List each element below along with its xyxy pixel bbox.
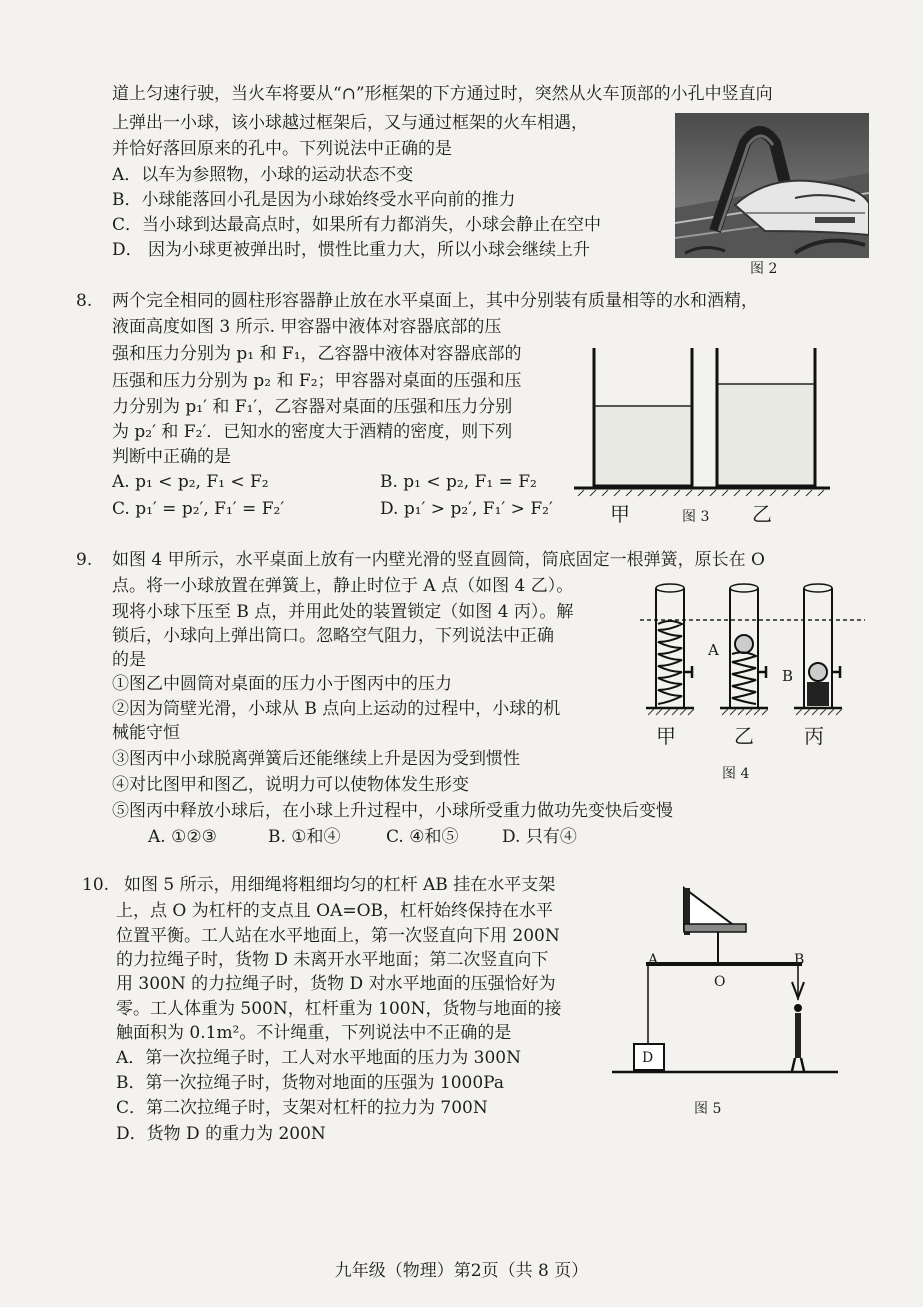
q9-line-3: 现将小球下压至 B 点，并用此处的装置锁定（如图 4 丙）。解: [112, 602, 574, 622]
q7-line-2: 上弹出一小球，该小球越过框架后，又与通过框架的火车相遇，: [112, 113, 588, 133]
q9-statement-2-cont: 械能守恒: [112, 723, 180, 743]
figure-2-train-photo: [675, 113, 869, 258]
q10-line-1: 如图 5 所示，用细绳将粗细均匀的杠杆 AB 挂在水平支架: [124, 875, 556, 895]
q9-option-b: B. ①和④: [268, 827, 341, 847]
q8-line-5: 力分别为 p₁′ 和 F₁′，乙容器对桌面的压强和压力分别: [112, 397, 513, 417]
figure-2-caption: 图 2: [750, 261, 778, 277]
q9-statement-2: ②因为筒壁光滑，小球从 B 点向上运动的过程中，小球的机: [112, 699, 561, 719]
q8-line-4: 压强和压力分别为 p₂ 和 F₂；甲容器对桌面的压强和压: [112, 371, 522, 391]
q8-option-b: B. p₁ < p₂, F₁ = F₂: [380, 472, 537, 492]
q9-line-4: 锁后，小球向上弹出筒口。忽略空气阻力，下列说法中正确: [112, 626, 554, 646]
q7-line-1: 道上匀速行驶，当火车将要从“∩”形框架的下方通过时，突然从火车顶部的小孔中竖直向: [112, 84, 773, 104]
q9-number: 9.: [76, 550, 93, 570]
q7-option-a: A．以车为参照物，小球的运动状态不变: [112, 165, 414, 185]
q9-option-c: C. ④和⑤: [386, 827, 459, 847]
q8-number: 8.: [76, 291, 93, 311]
q10-number: 10.: [82, 875, 110, 895]
q9-statement-5: ⑤图丙中释放小球后，在小球上升过程中，小球所受重力做功先变快后变慢: [112, 801, 673, 821]
q9-line-1: 如图 4 甲所示，水平桌面上放有一内壁光滑的竖直圆筒，筒底固定一根弹簧，原长在 O: [112, 550, 765, 570]
page-footer: 九年级（物理）第2页（共 8 页）: [334, 1261, 589, 1281]
figure-4-label-yi: 乙: [734, 724, 754, 748]
q8-option-c: C. p₁′ = p₂′, F₁′ = F₂′: [112, 499, 285, 519]
figure-5-label-a: A: [648, 952, 659, 968]
figure-3-containers: [572, 338, 834, 500]
q10-line-7: 触面积为 0.1m²。不计绳重，下列说法中不正确的是: [116, 1023, 512, 1043]
q7-line-3: 并恰好落回原来的孔中。下列说法中正确的是: [112, 139, 452, 159]
q8-line-6: 为 p₂′ 和 F₂′．已知水的密度大于酒精的密度，则下列: [112, 422, 513, 442]
q7-option-b: B．小球能落回小孔是因为小球始终受水平向前的推力: [112, 190, 516, 210]
figure-3-label-yi: 乙: [752, 502, 772, 526]
figure-3-label-jia: 甲: [610, 502, 630, 526]
figure-4-label-bing: 丙: [804, 724, 824, 748]
q9-line-2: 点。将一小球放置在弹簧上，静止时位于 A 点（如图 4 乙）。: [112, 576, 574, 596]
figure-5-label-b: B: [794, 952, 805, 968]
q10-option-b: B．第一次拉绳子时，货物对地面的压强为 1000Pa: [116, 1073, 504, 1093]
figure-4-label-jia: 甲: [656, 724, 676, 748]
q10-line-2: 上，点 O 为杠杆的支点且 OA=OB，杠杆始终保持在水平: [116, 901, 554, 921]
q7-option-d: D． 因为小球更被弹出时，惯性比重力大，所以小球会继续上升: [112, 240, 591, 260]
figure-4-caption: 图 4: [722, 766, 750, 782]
q9-statement-1: ①图乙中圆筒对桌面的压力小于图丙中的压力: [112, 674, 452, 694]
q8-option-d: D. p₁′ > p₂′, F₁′ > F₂′: [380, 499, 553, 519]
q8-line-7: 判断中正确的是: [112, 447, 231, 467]
figure-5-caption: 图 5: [694, 1101, 722, 1117]
q10-line-3: 位置平衡。工人站在水平地面上，第一次竖直向下用 200N: [116, 926, 560, 946]
q8-line-3: 强和压力分别为 p₁ 和 F₁，乙容器中液体对容器底部的: [112, 344, 522, 364]
q8-line-1: 两个完全相同的圆柱形容器静止放在水平桌面上，其中分别装有质量相等的水和酒精，: [112, 291, 758, 311]
q9-option-a: A. ①②③: [148, 827, 217, 847]
q9-option-d: D. 只有④: [502, 827, 577, 847]
q8-option-a: A. p₁ < p₂, F₁ < F₂: [112, 472, 269, 492]
figure-5-label-o: O: [714, 974, 726, 990]
figure-4-label-b: B: [782, 667, 794, 685]
figure-5-label-d: D: [642, 1050, 654, 1066]
q9-statement-3: ③图丙中小球脱离弹簧后还能继续上升是因为受到惯性: [112, 749, 520, 769]
q9-line-5: 的是: [112, 650, 146, 670]
q10-option-a: A．第一次拉绳子时，工人对水平地面的压力为 300N: [116, 1048, 522, 1068]
figure-4-spring-cylinders: [640, 580, 865, 730]
q10-line-5: 用 300N 的力拉绳子时，货物 D 对水平地面的压强恰好为: [116, 974, 556, 994]
q10-line-4: 的力拉绳子时，货物 D 未离开水平地面；第二次竖直向下: [116, 950, 549, 970]
figure-4-label-a: A: [708, 641, 719, 659]
q10-option-c: C．第二次拉绳子时，支架对杠杆的拉力为 700N: [116, 1098, 488, 1118]
q10-option-d: D．货物 D 的重力为 200N: [116, 1124, 326, 1144]
q8-line-2: 液面高度如图 3 所示. 甲容器中液体对容器底部的压: [112, 317, 502, 337]
q9-statement-4: ④对比图甲和图乙，说明力可以使物体发生形变: [112, 775, 469, 795]
q7-option-c: C．当小球到达最高点时，如果所有力都消失，小球会静止在空中: [112, 215, 602, 235]
figure-3-caption: 图 3: [682, 509, 710, 525]
q10-line-6: 零。工人体重为 500N，杠杆重为 100N，货物与地面的接: [116, 999, 562, 1019]
